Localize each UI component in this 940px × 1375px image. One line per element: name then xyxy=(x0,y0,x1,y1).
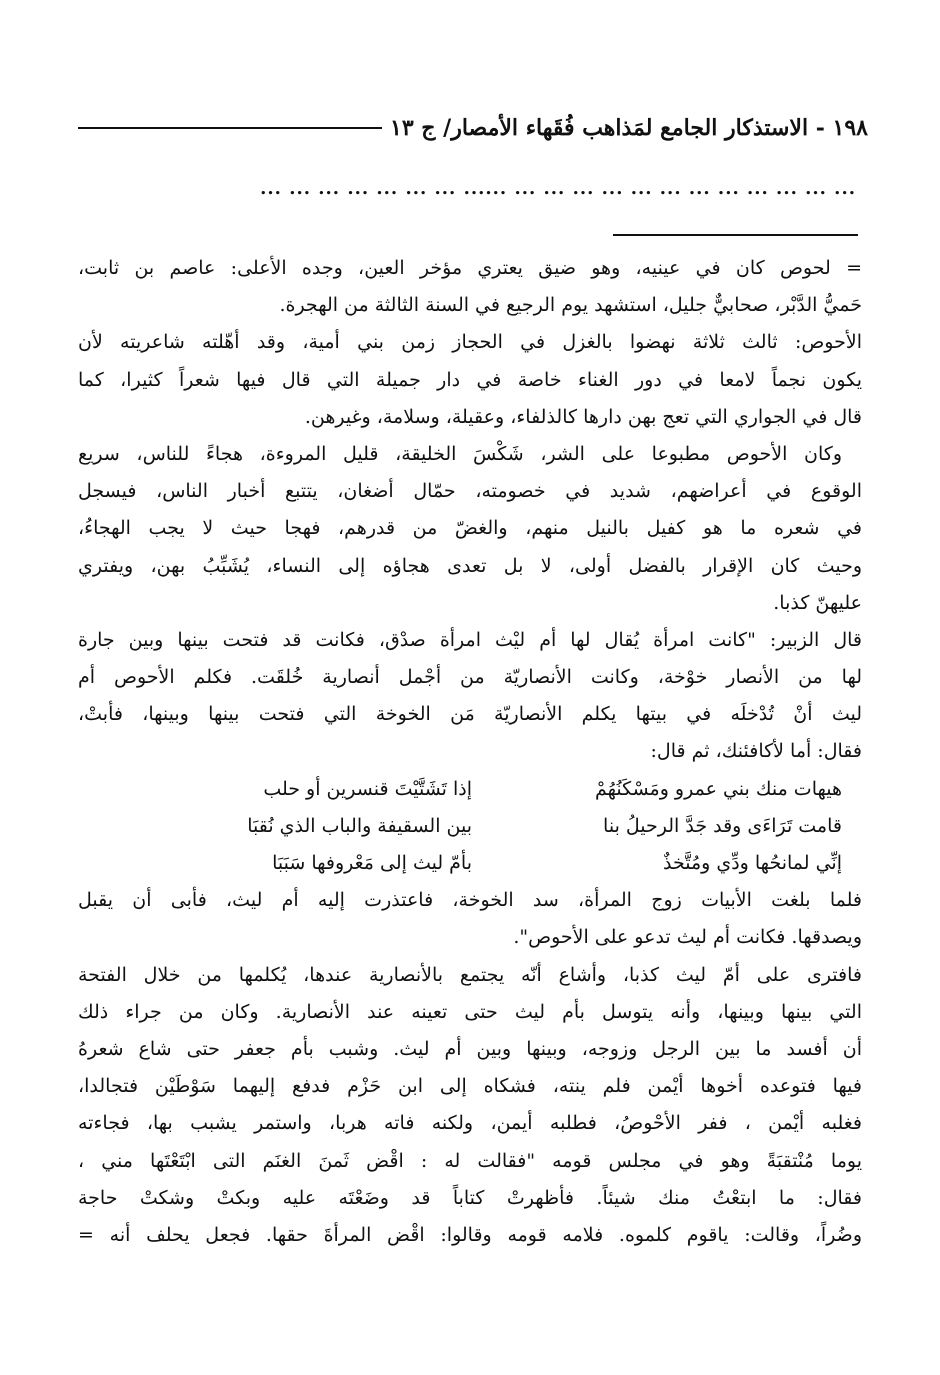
text-line: فقال: ما ابتعْتُ منك شيئاً. فأظهرتْ كتاباً قد وضَعْتَه عليه وبكتْ وشكتْ حاجة xyxy=(78,1186,862,1209)
text-line: التي بينها وبينها، وأنه يتوسل بأم ليث حتى تعينه عند الأنصارية. وكان من جراء ذلك xyxy=(78,1000,862,1023)
text-line: الوقوع في أعراضهم، شديد في خصومته، حمّال أضغان، يتتبع أخبار الناس، فيسجل xyxy=(78,480,862,503)
text-line: قال في الجواري التي تعج بهن دارها كالذلفاء، وعقيلة، وسلامة، وغيرهن. xyxy=(304,405,862,428)
text-line: وحيث كان الإقرار بالفضل أولى، لا بل تعدى هجاؤه إلى النساء، يُشَبِّبُ بهن، ويفتري xyxy=(78,554,862,577)
verse-first-hemistich: قامت تَرَاءَى وقد جَدَّ الرحيلُ بنا xyxy=(603,814,842,837)
text-line: يوما مُنْتقبَةً وهو في مجلس قومه "فقالت له : اقْض ثَمنَ الغنَم التى ابْتَعْتَها مني ، xyxy=(78,1149,862,1172)
text-line: يكون نجماً لامعا في دور الغناء خاصة في دار جميلة التي قال فيها شعراً كثيرا، كما xyxy=(78,368,862,391)
text-line: فيها فتوعده أخوها أيْمن فلم ينته، فشكاه إلى ابن حَزْم فدفع إليهما سَوْطَيْن فتجالدا، xyxy=(78,1075,862,1098)
text-line: أن أفسد ما بين الرجل وزوجه، وبينها وبين أم ليث. وشبب بأم جعفر حتى شاع شعرهُ xyxy=(78,1037,862,1060)
header-title: ١٩٨ - الاستذكار الجامع لمَذاهب فُقَهاء الأمصار/ ج ١٣ xyxy=(390,115,868,141)
verse-second-hemistich: بين السقيفة والباب الذي نُقبَا xyxy=(247,814,472,837)
text-line: قال الزبير: "كانت امرأة يُقال لها أم ليْث امرأة صدْق، فكانت قد فتحت بينها وبين جارة xyxy=(78,628,862,651)
text-line: وكان الأحوص مطبوعا على الشر، شَكْسَ الخليقة، قليل المروءة، هجاءً للناس، سريع xyxy=(78,442,842,465)
poem-verse xyxy=(78,808,862,845)
text-line: حَميُّ الدَّبْر، صحابيٌّ جليل، استشهد يوم الرجيع في السنة الثالثة من الهجرة. xyxy=(279,294,862,317)
header-rule xyxy=(78,127,382,129)
footnote-separator xyxy=(613,234,858,236)
footnote-body xyxy=(78,250,862,1254)
text-line: فغلبه أيْمن ، ففر الأحْوصُ، فطلبه أيمن، ولكنه فاته هربا، واستمر يشبب بها، فجاءته xyxy=(78,1112,862,1135)
text-line: ليث أنْ تُدْخلَه في بيتها يكلم الأنصاريّة مَن الخوخة التي فتحت بينها وبينها، فأبتْ، xyxy=(78,703,862,726)
text-line: لها من الأنصار خوْخة، وكانت الأنصاريّة من أجْمل أنصارية خُلقَت. فكلم الأحوص أم xyxy=(78,666,862,689)
running-header xyxy=(68,108,868,148)
verse-second-hemistich: إذا تَشَتَّيْتَ قنسرين أو حلب xyxy=(263,777,472,800)
text-line: في شعره ما هو كفيل بالنيل منهم، والغضّ من قدرهم، فهجا حيث لا يجب الهجاءُ، xyxy=(78,517,862,540)
poem-verse xyxy=(78,771,862,808)
text-line: فقال: أما لأكافئنك، ثم قال: xyxy=(650,740,862,763)
verse-second-hemistich: بأمّ ليث إلى مَعْروفها سَبَبَا xyxy=(272,852,472,874)
text-line: وضُراً، وقالت: ياقوم كلموه. فلامه قومه وقالوا: اقْض المرأةَ حقها. فجعل يحلف أنه = xyxy=(78,1223,862,1246)
text-line: = لحوص كان في عينيه، وهو ضيق يعتري مؤخر العين، وجده الأعلى: عاصم بن ثابت، xyxy=(78,257,862,279)
verse-first-hemistich: هيهات منك بني عمرو ومَسْكَنُهُمْ xyxy=(594,777,842,800)
text-line: ويصدقها. فكانت أم ليث تدعو على الأحوص". xyxy=(513,926,862,949)
text-line: فلما بلغت الأبيات زوج المرأة، سد الخوخة، فاعتذرت إليه أم ليث، فأبى أن يقبل xyxy=(78,889,862,912)
text-line: فافترى على أمّ ليث كذبا، وأشاع أنّه يجتمع بالأنصارية عندها، يُكلمها من خلال الفتحة xyxy=(78,963,862,986)
poem-verse xyxy=(78,845,862,882)
text-line: الأحوص: ثالث ثلاثة نهضوا بالغزل في الحجاز زمن بني أمية، وقد أهّلته شاعريته لأن xyxy=(78,331,862,354)
ellipsis-row: ... ... ... ... ... ... ... ... ... ... ... ... ...... ... ... ... ... ... ... ... xyxy=(260,178,856,199)
text-line: عليهنّ كذبا. xyxy=(773,591,862,614)
verse-first-hemistich: إنِّي لمانحُها ودِّي ومُتَّخذٌ xyxy=(662,852,842,874)
